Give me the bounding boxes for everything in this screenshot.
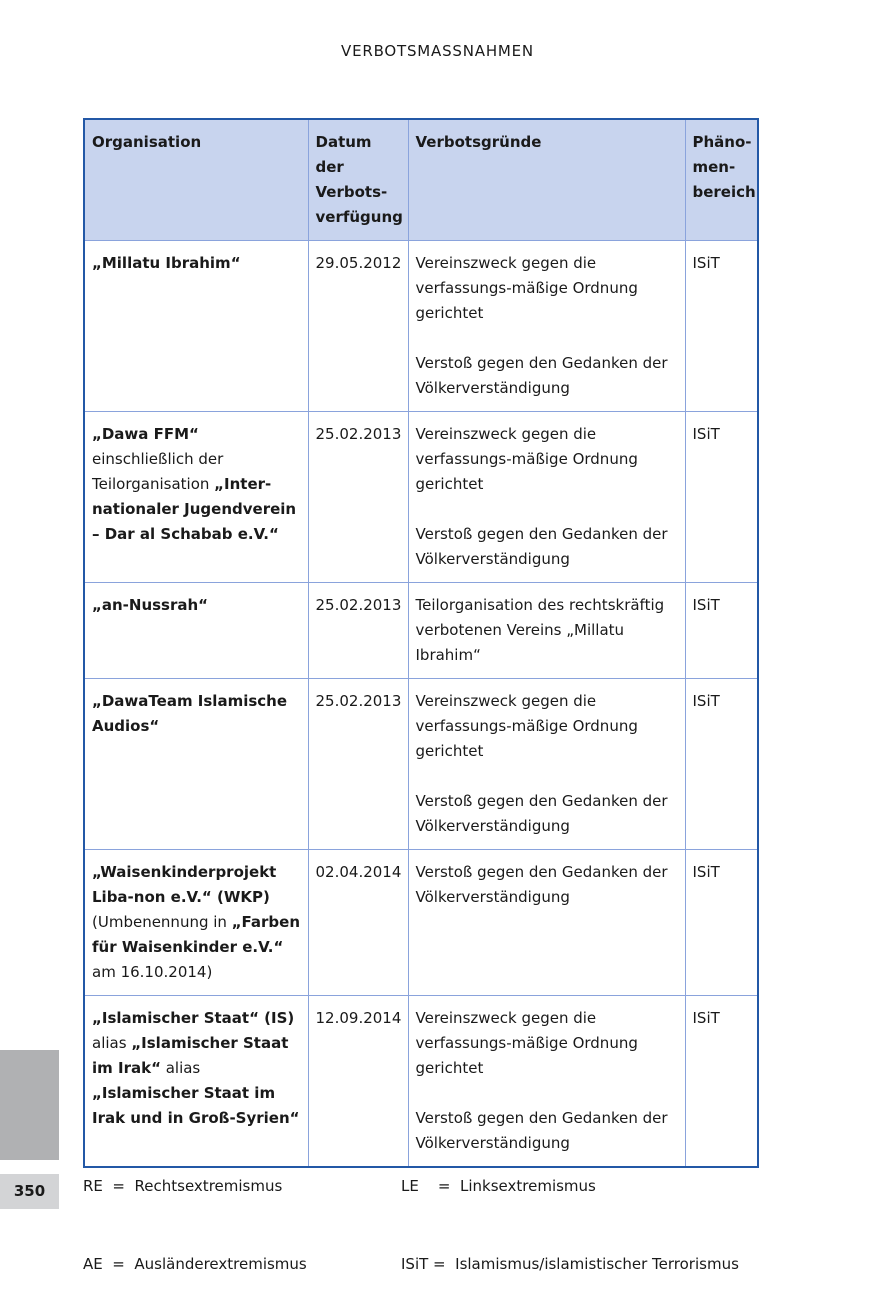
reason-text: Vereinszweck gegen die verfassungs-mäßige Ordnung gerichtet: [415, 692, 638, 760]
header-area-line: bereich: [692, 183, 756, 201]
date-cell: 25.02.2013: [308, 679, 408, 850]
organisation-cell: [84, 583, 308, 679]
reason-text: Teilorganisation des rechtskräftig verbotenen Vereins „Millatu Ibrahim“: [415, 596, 665, 664]
prohibitions-table: [83, 118, 759, 1168]
legend-entry: LE = Linksextremismus: [401, 1177, 596, 1195]
legend-right: [401, 1121, 739, 1303]
reasons-cell: [408, 412, 685, 583]
header-date: [308, 119, 408, 241]
header-date-line: verfügung: [315, 208, 403, 226]
running-title: VERBOTSMASSNAHMEN: [341, 42, 534, 60]
header-area: [685, 119, 758, 241]
date-cell: 25.02.2013: [308, 412, 408, 583]
page-number: 350: [0, 1174, 59, 1209]
organisation-name: „Islamischer Staat“ (IS): [92, 1009, 295, 1027]
reason-text: Vereinszweck gegen die verfassungs-mäßige Ordnung gerichtet: [415, 254, 638, 322]
organisation-note: alias: [92, 1034, 132, 1052]
legend-entry: ISiT = Islamismus/islamistischer Terrorismus: [401, 1255, 739, 1273]
reasons-cell: [408, 850, 685, 996]
table-row: [84, 679, 758, 850]
table-row: [84, 412, 758, 583]
header-area-line: men-: [692, 158, 736, 176]
header-reasons: Verbotsgründe: [408, 119, 685, 241]
organisation-name: „Islamischer Staat im Irak und in Groß-Syrien“: [92, 1084, 300, 1127]
reasons-cell: [408, 679, 685, 850]
date-cell: 02.04.2014: [308, 850, 408, 996]
header-date-line: Datum der: [315, 133, 372, 176]
organisation-name: „Farben für Waisenkinder e.V.“: [92, 913, 301, 956]
organisation-cell: [84, 679, 308, 850]
organisation-note: am 16.10.2014): [92, 963, 213, 981]
organisation-name: „Dawa FFM“: [92, 425, 199, 443]
organisation-note: (Umbenennung in: [92, 913, 232, 931]
area-cell: ISiT: [685, 679, 758, 850]
table-row: [84, 583, 758, 679]
area-cell: ISiT: [685, 241, 758, 412]
date-cell: 12.09.2014: [308, 996, 408, 1168]
header-organisation: Organisation: [84, 119, 308, 241]
legend-entry: AE = Ausländerextremismus: [83, 1255, 307, 1273]
area-cell: ISiT: [685, 996, 758, 1168]
header-date-line: Verbots-: [315, 183, 388, 201]
reason-text: Verstoß gegen den Gedanken der Völkerverständigung: [415, 863, 668, 906]
area-cell: ISiT: [685, 583, 758, 679]
organisation-name: „Inter-nationaler Jugendverein – Dar al Schabab e.V.“: [92, 475, 297, 543]
legend-left: [83, 1121, 307, 1303]
reasons-cell: [408, 583, 685, 679]
margin-tab: [0, 1050, 59, 1160]
organisation-name: „Islamischer Staat im Irak“: [92, 1034, 289, 1077]
legend-entry: RE = Rechtsextremismus: [83, 1177, 283, 1195]
area-cell: ISiT: [685, 412, 758, 583]
reasons-cell: [408, 241, 685, 412]
date-cell: 29.05.2012: [308, 241, 408, 412]
area-cell: ISiT: [685, 850, 758, 996]
date-cell: 25.02.2013: [308, 583, 408, 679]
header-area-line: Phäno-: [692, 133, 752, 151]
organisation-note: alias: [160, 1059, 201, 1077]
organisation-cell: [84, 412, 308, 583]
organisation-cell: [84, 241, 308, 412]
reason-text: Verstoß gegen den Gedanken der Völkerverständigung: [415, 1109, 668, 1152]
organisation-note: einschließlich der Teilorganisation: [92, 450, 224, 493]
reason-text: Vereinszweck gegen die verfassungs-mäßige Ordnung gerichtet: [415, 1009, 638, 1077]
organisation-name: „DawaTeam Islamische Audios“: [92, 692, 288, 735]
reason-text: Verstoß gegen den Gedanken der Völkerverständigung: [415, 525, 668, 568]
reason-text: Vereinszweck gegen die verfassungs-mäßige Ordnung gerichtet: [415, 425, 638, 493]
table-row: [84, 850, 758, 996]
organisation-cell: [84, 850, 308, 996]
table-header-row: [84, 119, 758, 241]
reason-text: Verstoß gegen den Gedanken der Völkerverständigung: [415, 354, 668, 397]
organisation-name: „Millatu Ibrahim“: [92, 254, 241, 272]
organisation-name: „an-Nussrah“: [92, 596, 209, 614]
table-row: [84, 241, 758, 412]
organisation-name: „Waisenkinderprojekt Liba-non e.V.“ (WKP): [92, 863, 277, 906]
reason-text: Verstoß gegen den Gedanken der Völkerverständigung: [415, 792, 668, 835]
